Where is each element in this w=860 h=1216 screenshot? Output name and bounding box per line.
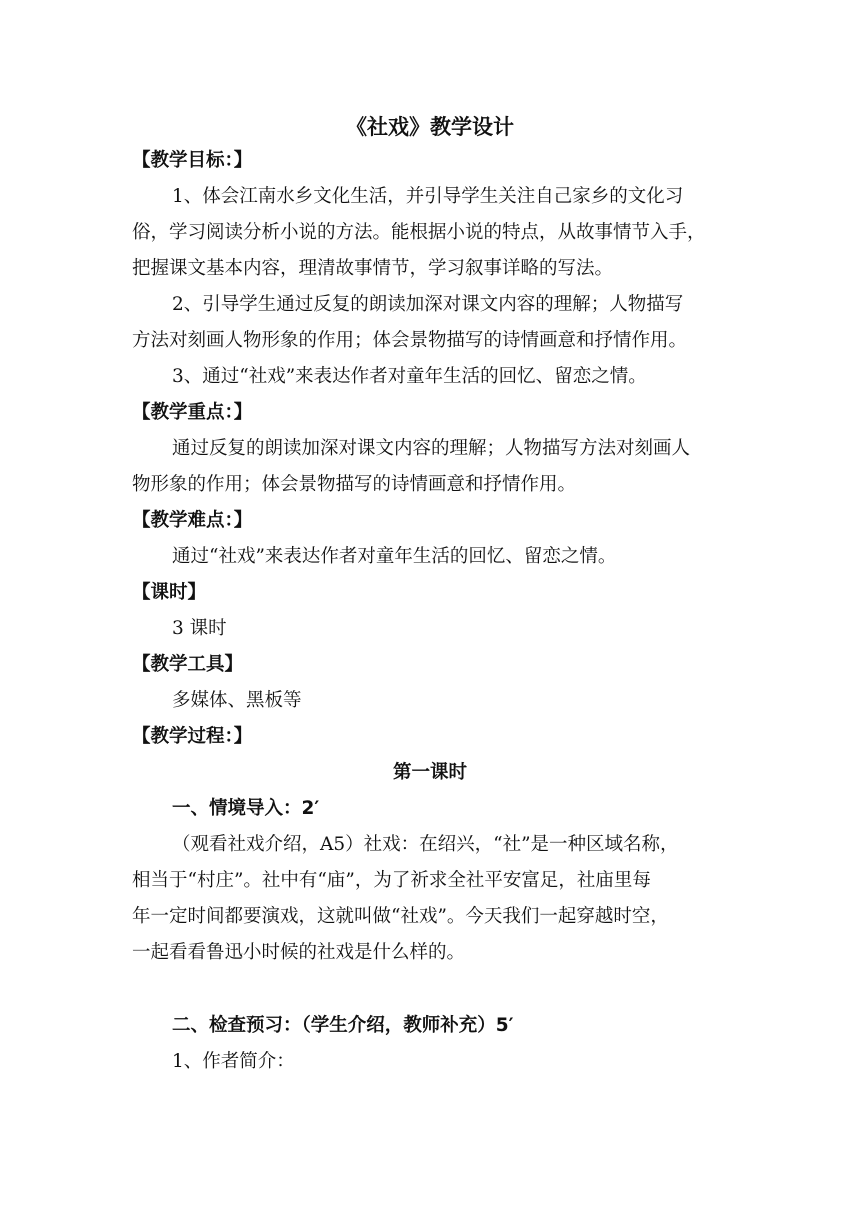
goals-heading: 【教学目标：】 — [132, 150, 253, 171]
goals-line: 俗，学习阅读分析小说的方法。能根据小说的特点，从故事情节入手， — [132, 222, 706, 243]
hours-heading: 【课时】 — [132, 582, 207, 603]
process-heading: 【教学过程：】 — [132, 726, 253, 747]
section1-line: （观看社戏介绍，A5）社戏：在绍兴，“社”是一种区域名称， — [172, 834, 679, 855]
section1-line: 相当于“村庄”。社中有“庙”，为了祈求全社平安富足，社庙里每 — [132, 870, 651, 891]
goals-line: 2、引导学生通过反复的朗读加深对课文内容的理解；人物描写 — [172, 294, 684, 315]
goals-line: 方法对刻画人物形象的作用；体会景物描写的诗情画意和抒情作用。 — [132, 330, 688, 351]
document-title: 《社戏》教学设计 — [346, 115, 514, 139]
key-points-heading: 【教学重点：】 — [132, 402, 253, 423]
section2-item: 1、作者简介： — [172, 1051, 295, 1072]
goals-line: 3、通过“社戏”来表达作者对童年生活的回忆、留恋之情。 — [172, 366, 647, 387]
section1-line: 一起看看鲁迅小时候的社戏是什么样的。 — [132, 942, 466, 963]
hours-value: 3 课时 — [172, 618, 227, 639]
difficulties-line: 通过“社戏”来表达作者对童年生活的回忆、留恋之情。 — [172, 546, 617, 567]
lesson-title: 第一课时 — [392, 762, 467, 783]
section1-line: 年一定时间都要演戏，这就叫做“社戏”。今天我们一起穿越时空， — [132, 906, 669, 927]
section2-heading: 二、检查预习：（学生介绍，教师补充）5′ — [172, 1015, 514, 1036]
tools-heading: 【教学工具】 — [132, 654, 244, 675]
difficulties-heading: 【教学难点：】 — [132, 510, 253, 531]
goals-line: 把握课文基本内容，理清故事情节，学习叙事详略的写法。 — [132, 258, 614, 279]
tools-value: 多媒体、黑板等 — [172, 690, 302, 711]
section1-heading: 一、情境导入：2′ — [172, 798, 320, 819]
key-points-line: 通过反复的朗读加深对课文内容的理解；人物描写方法对刻画人 — [172, 438, 691, 459]
goals-line: 1、体会江南水乡文化生活，并引导学生关注自己家乡的文化习 — [172, 186, 684, 207]
key-points-line: 物形象的作用；体会景物描写的诗情画意和抒情作用。 — [132, 474, 577, 495]
